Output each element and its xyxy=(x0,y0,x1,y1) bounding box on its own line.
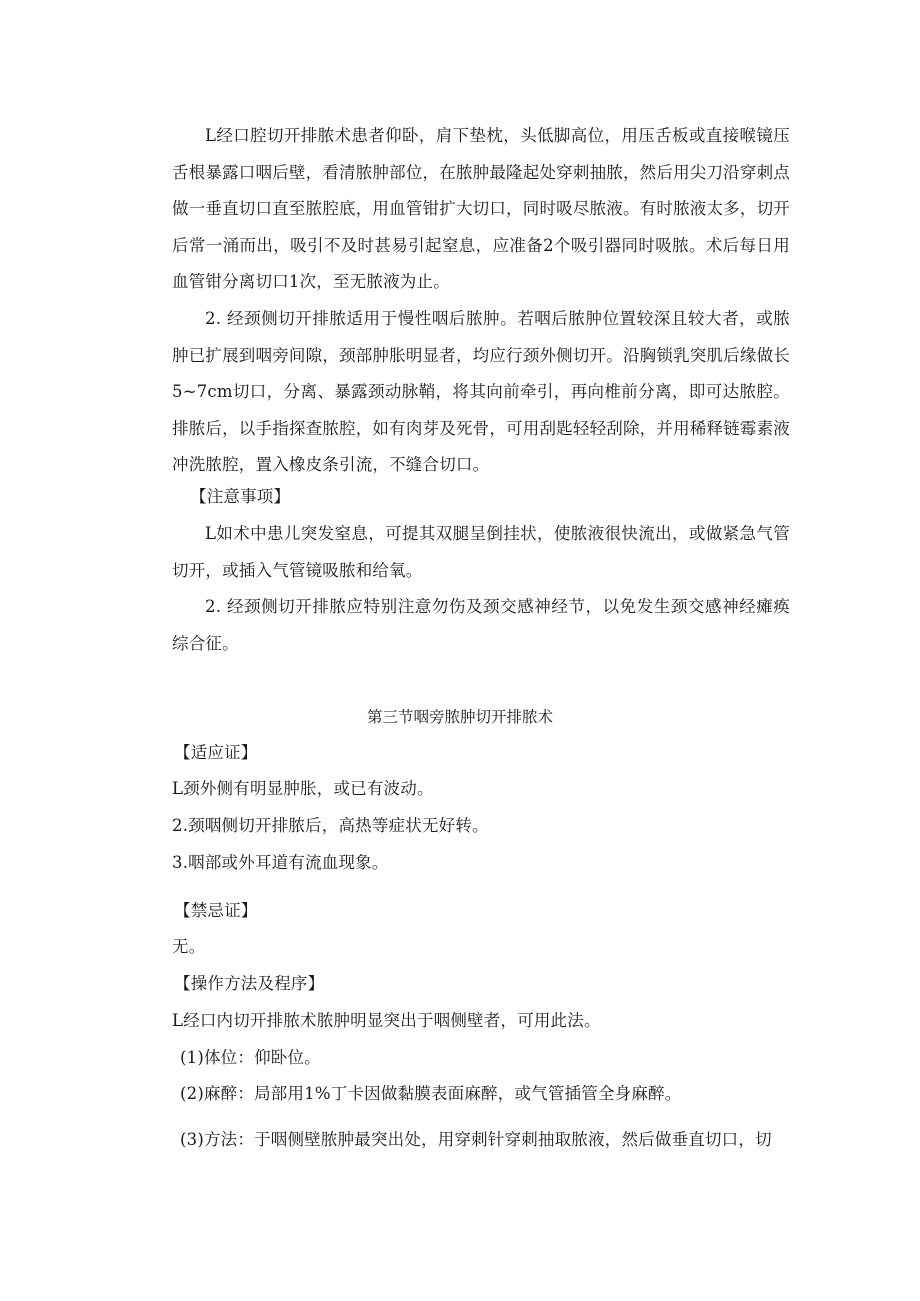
contraindications-text: 无。 xyxy=(172,937,206,956)
indications-heading: 【适应证】 xyxy=(174,743,258,762)
notes-heading: 【注意事项】 xyxy=(190,487,291,506)
indication-item-3: 3.咽部或外耳道有流血现象。 xyxy=(172,853,389,872)
indication-item-1: L颈外侧有明显肿胀，或已有波动。 xyxy=(172,779,434,798)
section-title: 第三节咽旁脓肿切开排脓术 xyxy=(366,708,553,726)
indication-item-2: 2.颈咽侧切开排脓后，高热等症状无好转。 xyxy=(172,816,489,835)
method-step-1: (1)体位：仰卧位。 xyxy=(180,1048,321,1067)
method-heading: 【操作方法及程序】 xyxy=(174,974,325,993)
paragraph-oral-incision: L经口腔切开排脓术患者仰卧，肩下垫枕，头低脚高位，用压舌板或直接喉镜压舌根暴露口咽后壁，看清脓肿部位，在脓肿最隆起处穿刺抽脓，然后用尖刀沿穿刺点做一垂直切口直至脓腔底，用血管钳扩大切口，同时吸尽脓液。有时脓液太多，切开后常一涌而出，吸引不及时甚易引起窒息，应准备2个吸引器同时吸脓。术后每日用血管钳分离切口1次，至无脓液为止。 xyxy=(172,126,790,291)
method-step-3: (3)方法：于咽侧壁脓肿最突出处，用穿刺针穿刺抽取脓液，然后做垂直切口，切 xyxy=(180,1130,772,1149)
method-item-1: L经口内切开排脓术脓肿明显突出于咽侧壁者，可用此法。 xyxy=(172,1011,601,1030)
contraindications-heading: 【禁忌证】 xyxy=(174,901,258,920)
method-step-2: (2)麻醉：局部用1%丁卡因做黏膜表面麻醉，或气管插管全身麻醉。 xyxy=(180,1084,682,1103)
paragraph-neck-incision: 2. 经颈侧切开排脓适用于慢性咽后脓肿。若咽后脓肿位置较深且较大者，或脓肿已扩展到咽旁间隙，颈部肿胀明显者，均应行颈外侧切开。沿胸锁乳突肌后缘做长5~7cm切口，分离、暴露颈动脉鞘，将其向前牵引，再向椎前分离，即可达脓腔。排脓后，以手指探查脓腔，如有肉芽及死骨，可用刮匙轻轻刮除，并用稀释链霉素液冲洗脓腔，置入橡皮条引流，不缝合切口。 xyxy=(172,309,790,474)
note-item-1: L如术中患儿突发窒息，可提其双腿呈倒挂状，使脓液很快流出，或做紧急气管切开，或插入气管镜吸脓和给氧。 xyxy=(172,524,790,580)
note-item-2: 2. 经颈侧切开排脓应特别注意勿伤及颈交感神经节，以免发生颈交感神经瘫痪综合征。 xyxy=(172,597,790,653)
